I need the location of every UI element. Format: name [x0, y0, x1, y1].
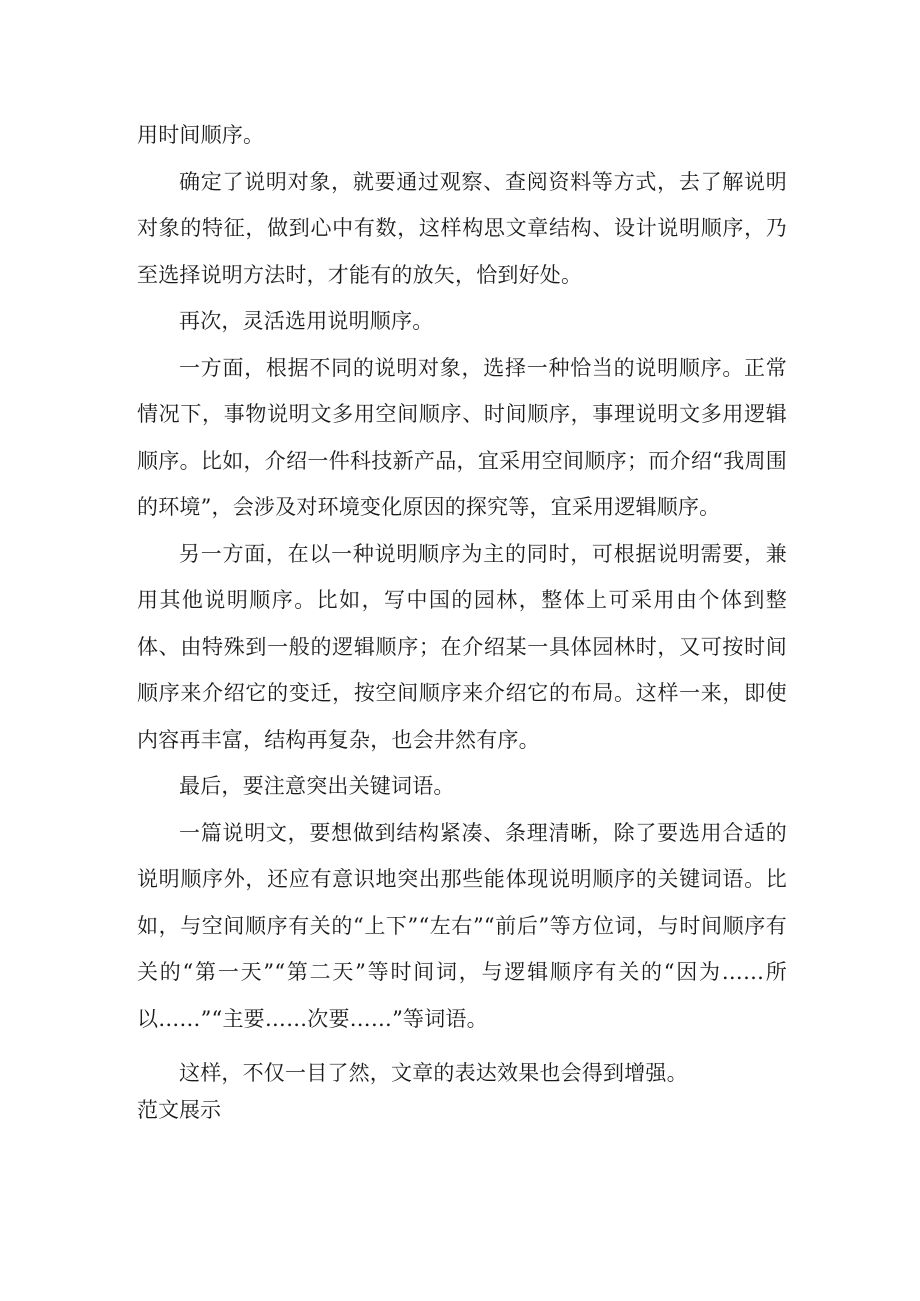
- paragraph-continuation: 用时间顺序。: [137, 123, 265, 147]
- document-body: [137, 112, 787, 1125]
- paragraph-final-point-heading: 最后，要注意突出关键词语。: [179, 774, 455, 798]
- paragraph-key-words: 一篇说明文，要想做到结构紧凑、条理清晰，除了要选用合适的说明顺序外，还应有意识地突出那些能体现说明顺序的关键词语。比如，与空间顺序有关的“上下”“左右”“前后”等方位词，与时间顺序有关的“第一天”“第二天”等时间词，与逻辑顺序有关的“因为……所以……”“主要……次要……”等词语。: [137, 820, 787, 1031]
- paragraph-conclusion: 这样，不仅一目了然，文章的表达效果也会得到增强。: [179, 1061, 688, 1085]
- paragraph-third-point-heading: 再次，灵活选用说明顺序。: [179, 309, 434, 333]
- paragraph-understand-object: 确定了说明对象，就要通过观察、查阅资料等方式，去了解说明对象的特征，做到心中有数，这样构思文章结构、设计说明顺序，乃至选择说明方法时，才能有的放矢，恰到好处。: [137, 169, 787, 287]
- paragraph-other-hand: 另一方面，在以一种说明顺序为主的同时，可根据说明需要，兼用其他说明顺序。比如，写中国的园林，整体上可采用由个体到整体、由特殊到一般的逻辑顺序；在介绍某一具体园林时，又可按时间顺序来介绍它的变迁，按空间顺序来介绍它的布局。这样一来，即使内容再丰富，结构再复杂，也会井然有序。: [137, 541, 787, 752]
- paragraph-one-hand: 一方面，根据不同的说明对象，选择一种恰当的说明顺序。正常情况下，事物说明文多用空间顺序、时间顺序，事理说明文多用逻辑顺序。比如，介绍一件科技新产品，宜采用空间顺序；而介绍“我周围的环境”，会涉及对环境变化原因的探究等，宜采用逻辑顺序。: [137, 355, 787, 519]
- section-heading-model-essay: 范文展示: [137, 1097, 221, 1122]
